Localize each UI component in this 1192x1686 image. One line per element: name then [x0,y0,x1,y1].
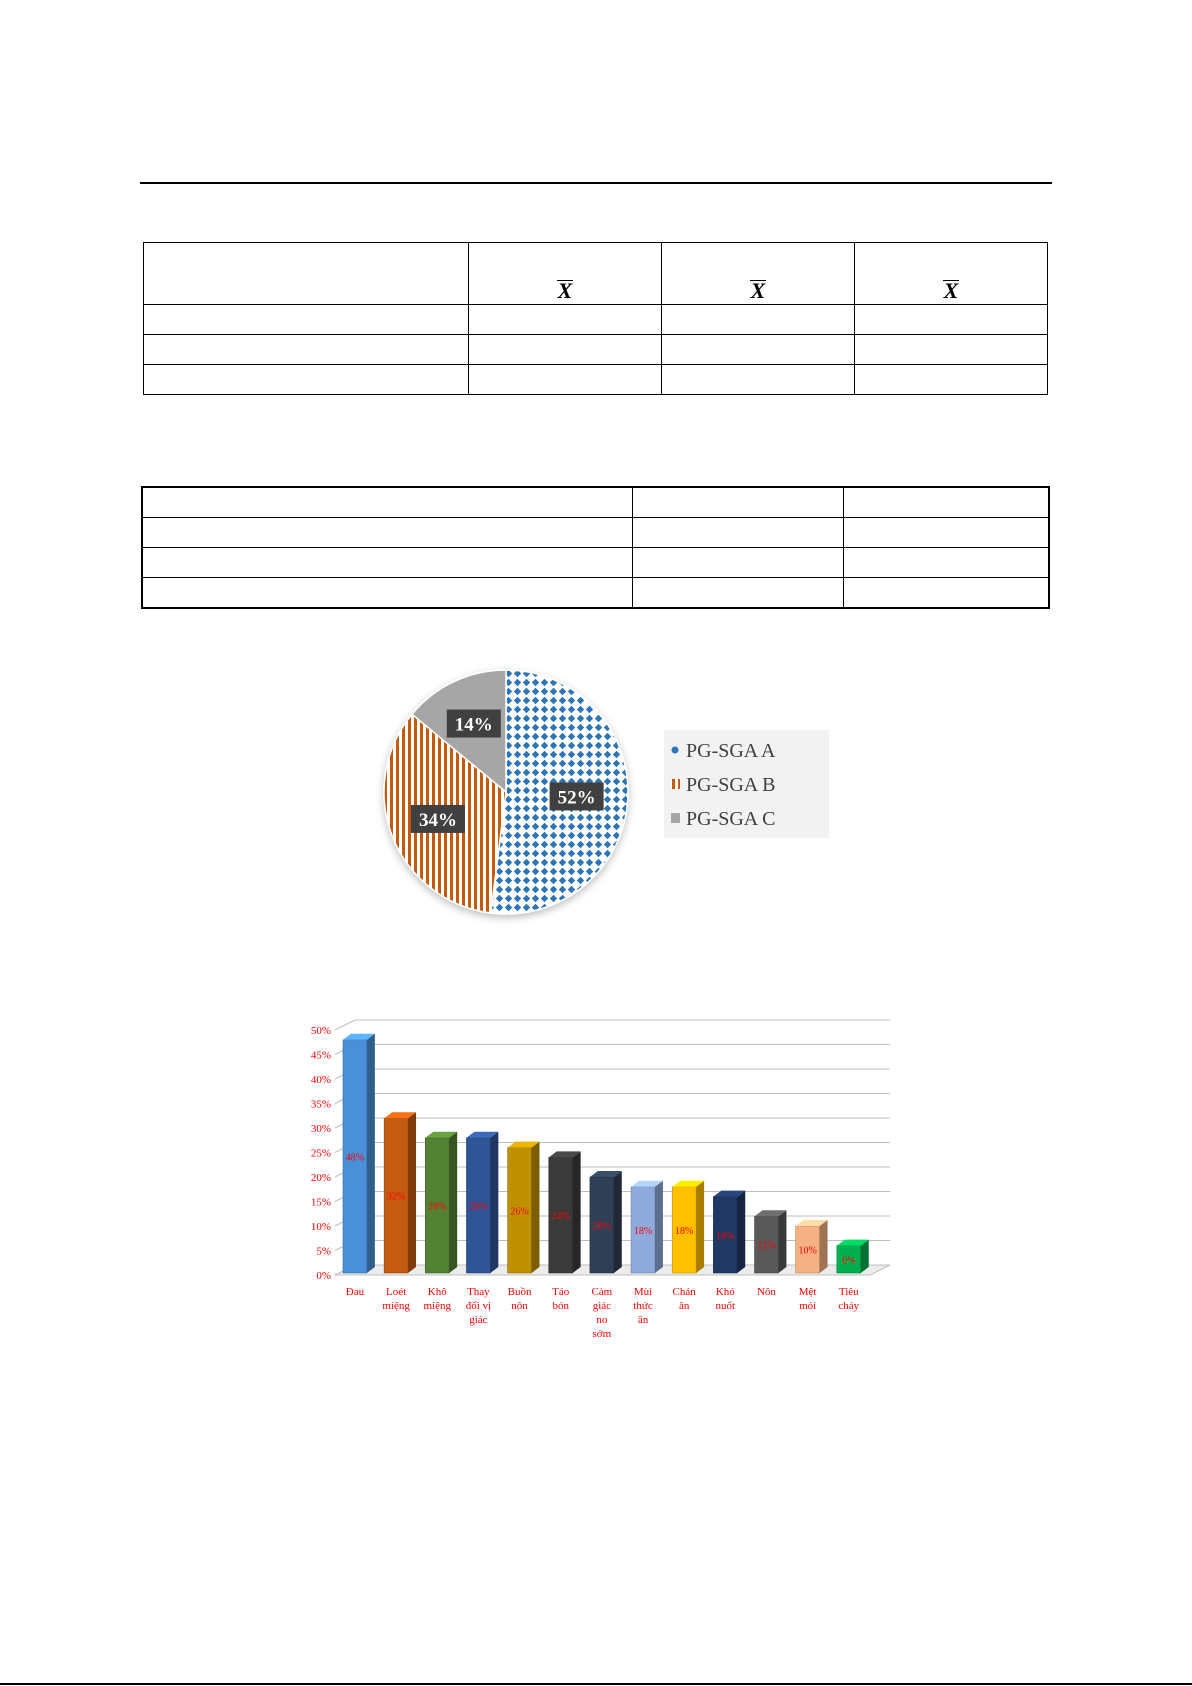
bar-side-dau [367,1034,375,1273]
y-tick-label: 15% [310,1196,331,1209]
x-tick-label: Táo bón [552,1286,570,1312]
table-row [144,305,1048,335]
bar-value-label: 28% [428,1201,447,1213]
table-row [142,578,1049,609]
grid-line [335,1020,355,1030]
bar-side-met-moi [820,1220,828,1273]
pie-data-label: 34% [418,809,457,831]
table-cell [633,578,844,609]
y-tick-label: 25% [310,1147,331,1160]
bar-value-label: 26% [510,1206,529,1218]
table-row [142,487,1049,518]
table-cell [844,578,1050,609]
bar-value-label: 6% [842,1255,856,1267]
bar-side-kho-nuot [737,1191,745,1273]
x-tick-label: Chán ăn [672,1286,696,1312]
table-cell [142,548,633,578]
table-cell [662,335,855,365]
bar-side-buon-non [531,1142,539,1273]
bar-value-label: 48% [345,1152,365,1164]
bar-side-chan-an [696,1181,704,1273]
table-cell [662,305,855,335]
bar-side-non [778,1210,786,1273]
footer-rule [0,1683,1192,1685]
table-cell [844,548,1050,578]
y-tick-label: 0% [316,1270,331,1282]
y-tick-label: 20% [310,1172,331,1184]
legend-label-pg-sga-a: PG-SGA A [686,740,776,762]
pie-chart-pg-sga [360,660,840,940]
x-tick-label: Buồn nôn [507,1286,532,1312]
table-header-cell [855,243,1048,305]
y-tick-label: 50% [310,1025,331,1037]
bar-value-label: 28% [469,1201,488,1213]
x-tick-label: Tiêu chảy [838,1286,860,1312]
bar-value-label: 20% [592,1221,612,1232]
table-cell [144,305,469,335]
table-cell [469,305,662,335]
x-tick-label: Đau [345,1286,365,1298]
table-cell [855,305,1048,335]
x-tick-label: Loét miệng [382,1286,410,1312]
bar-value-label: 12% [757,1240,776,1252]
table-cell [142,518,633,548]
table-cell [633,518,844,548]
y-tick-label: 30% [310,1123,331,1135]
table-row [144,335,1048,365]
legend-key-pg-sga-a [672,747,679,754]
y-tick-label: 10% [310,1221,331,1233]
table-row [144,365,1048,395]
bar-side-kho-mieng [449,1132,457,1273]
table-header-cell [144,243,469,305]
table-cell [844,487,1050,518]
table-row [142,518,1049,548]
table-cell [844,518,1050,548]
table-cell [469,365,662,395]
bar-value-label: 10% [798,1245,817,1257]
table-cell [855,335,1048,365]
x-tick-label: Khó nuốt [715,1286,736,1312]
table-cell [633,548,844,578]
pie-data-label: 52% [557,787,596,809]
table-row [142,548,1049,578]
bar-side-loet-mieng [408,1112,416,1273]
table-second [141,486,1050,609]
bar-side-tao-bon [573,1151,581,1273]
y-tick-label: 40% [310,1074,331,1086]
bar-value-label: 18% [674,1225,694,1237]
header-rule [140,182,1052,184]
bar-value-label: 24% [551,1211,570,1223]
bar-value-label: 16% [716,1230,735,1242]
table-cell [469,335,662,365]
legend-label-pg-sga-c: PG-SGA C [686,808,776,830]
bar-side-thay-doi-vi-giac [490,1132,498,1273]
pie-data-label: 14% [454,714,493,736]
table-header-cell [662,243,855,305]
table-header-cell [469,243,662,305]
mean-symbol: X [750,278,766,303]
x-tick-label: Khô miệng [423,1286,451,1312]
table-cell [855,365,1048,395]
x-tick-label: Thay đổi vị giác [465,1286,492,1326]
bar-side-mui-thuc-an [655,1181,663,1273]
x-tick-label: Mùi thức ăn [633,1286,653,1326]
legend-key-pg-sga-c [671,813,680,823]
x-tick-label: Mệt mỏi [798,1286,817,1312]
bar-value-label: 32% [386,1191,406,1203]
bar-value-label: 18% [633,1225,653,1237]
table-cell [144,365,469,395]
y-tick-label: 45% [310,1049,331,1062]
table-header-row [144,243,1048,305]
table-cell [144,335,469,365]
bar-side-cam-giac-no-som [614,1171,622,1273]
legend-label-pg-sga-b: PG-SGA B [686,774,776,796]
mean-symbol: X [557,278,573,303]
x-tick-label: Cảm giác no sớm [591,1286,613,1340]
table-cell [142,578,633,609]
legend-key-pg-sga-b [671,779,680,789]
table-mean-scores [143,242,1048,395]
table-cell [662,365,855,395]
table-cell [633,487,844,518]
mean-symbol: X [943,278,959,303]
y-tick-label: 5% [316,1245,331,1258]
y-tick-label: 35% [310,1098,331,1111]
x-tick-label: Nôn [756,1286,776,1298]
bar-chart-symptoms [295,1010,915,1355]
table-cell [142,487,633,518]
